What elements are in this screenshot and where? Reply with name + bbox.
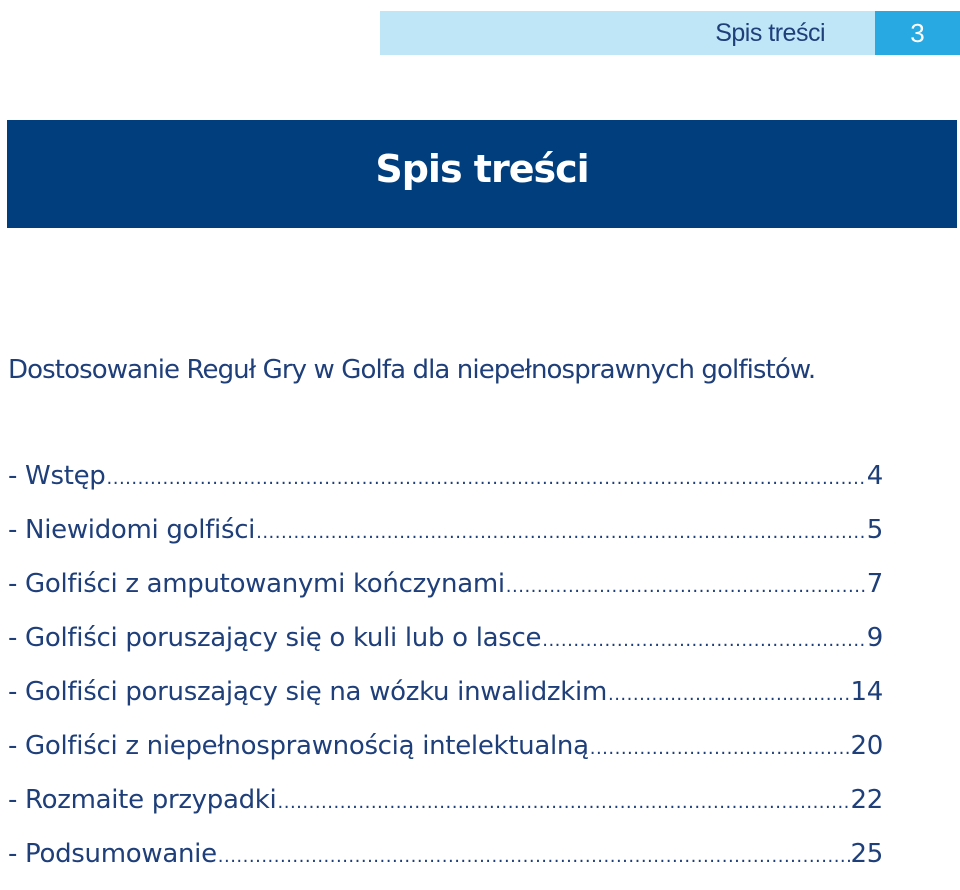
toc-entry[interactable] bbox=[8, 674, 883, 728]
title-band bbox=[7, 120, 957, 228]
toc-entry-page: 22 bbox=[850, 785, 883, 815]
page-title: Spis treści bbox=[375, 147, 589, 191]
toc-leader-dots bbox=[218, 839, 850, 875]
toc-entry-page: 7 bbox=[866, 569, 883, 599]
toc-leader-dots bbox=[542, 623, 866, 659]
toc-entry-page: 5 bbox=[866, 515, 883, 545]
toc-entry[interactable] bbox=[8, 782, 883, 836]
toc-entry-page: 25 bbox=[850, 839, 883, 869]
toc-entry-page: 14 bbox=[850, 677, 883, 707]
running-header-bar bbox=[380, 11, 875, 55]
toc-leader-dots bbox=[506, 569, 866, 605]
toc-entry[interactable] bbox=[8, 620, 883, 674]
toc-entry-page: 20 bbox=[850, 731, 883, 761]
toc-entry-label: - Golfiści z amputowanymi kończynami bbox=[8, 569, 505, 599]
toc-entry-label: - Rozmaite przypadki bbox=[8, 785, 277, 815]
toc-leader-dots bbox=[278, 785, 850, 821]
table-of-contents bbox=[8, 458, 883, 890]
toc-entry-label: - Podsumowanie bbox=[8, 839, 217, 869]
toc-entry-label: - Wstęp bbox=[8, 461, 106, 491]
toc-entry[interactable] bbox=[8, 512, 883, 566]
toc-entry[interactable] bbox=[8, 566, 883, 620]
toc-entry[interactable] bbox=[8, 728, 883, 782]
toc-leader-dots bbox=[107, 461, 866, 497]
toc-leader-dots bbox=[590, 731, 850, 767]
document-subtitle: Dostosowanie Reguł Gry w Golfa dla niepełnosprawnych golfistów. bbox=[8, 355, 816, 385]
toc-entry-label: - Niewidomi golfiści bbox=[8, 515, 256, 545]
toc-entry-label: - Golfiści z niepełnosprawnością intelektualną bbox=[8, 731, 589, 761]
toc-entry-label: - Golfiści poruszający się na wózku inwalidzkim bbox=[8, 677, 607, 707]
toc-entry[interactable] bbox=[8, 836, 883, 890]
page-number-tab: 3 bbox=[875, 11, 960, 55]
toc-entry-label: - Golfiści poruszający się o kuli lub o lasce bbox=[8, 623, 542, 653]
toc-entry[interactable] bbox=[8, 458, 883, 512]
toc-leader-dots bbox=[256, 515, 866, 551]
toc-entry-page: 4 bbox=[866, 461, 883, 491]
toc-entry-page: 9 bbox=[866, 623, 883, 653]
toc-leader-dots bbox=[608, 677, 850, 713]
running-header-title: Spis treści bbox=[715, 19, 825, 47]
